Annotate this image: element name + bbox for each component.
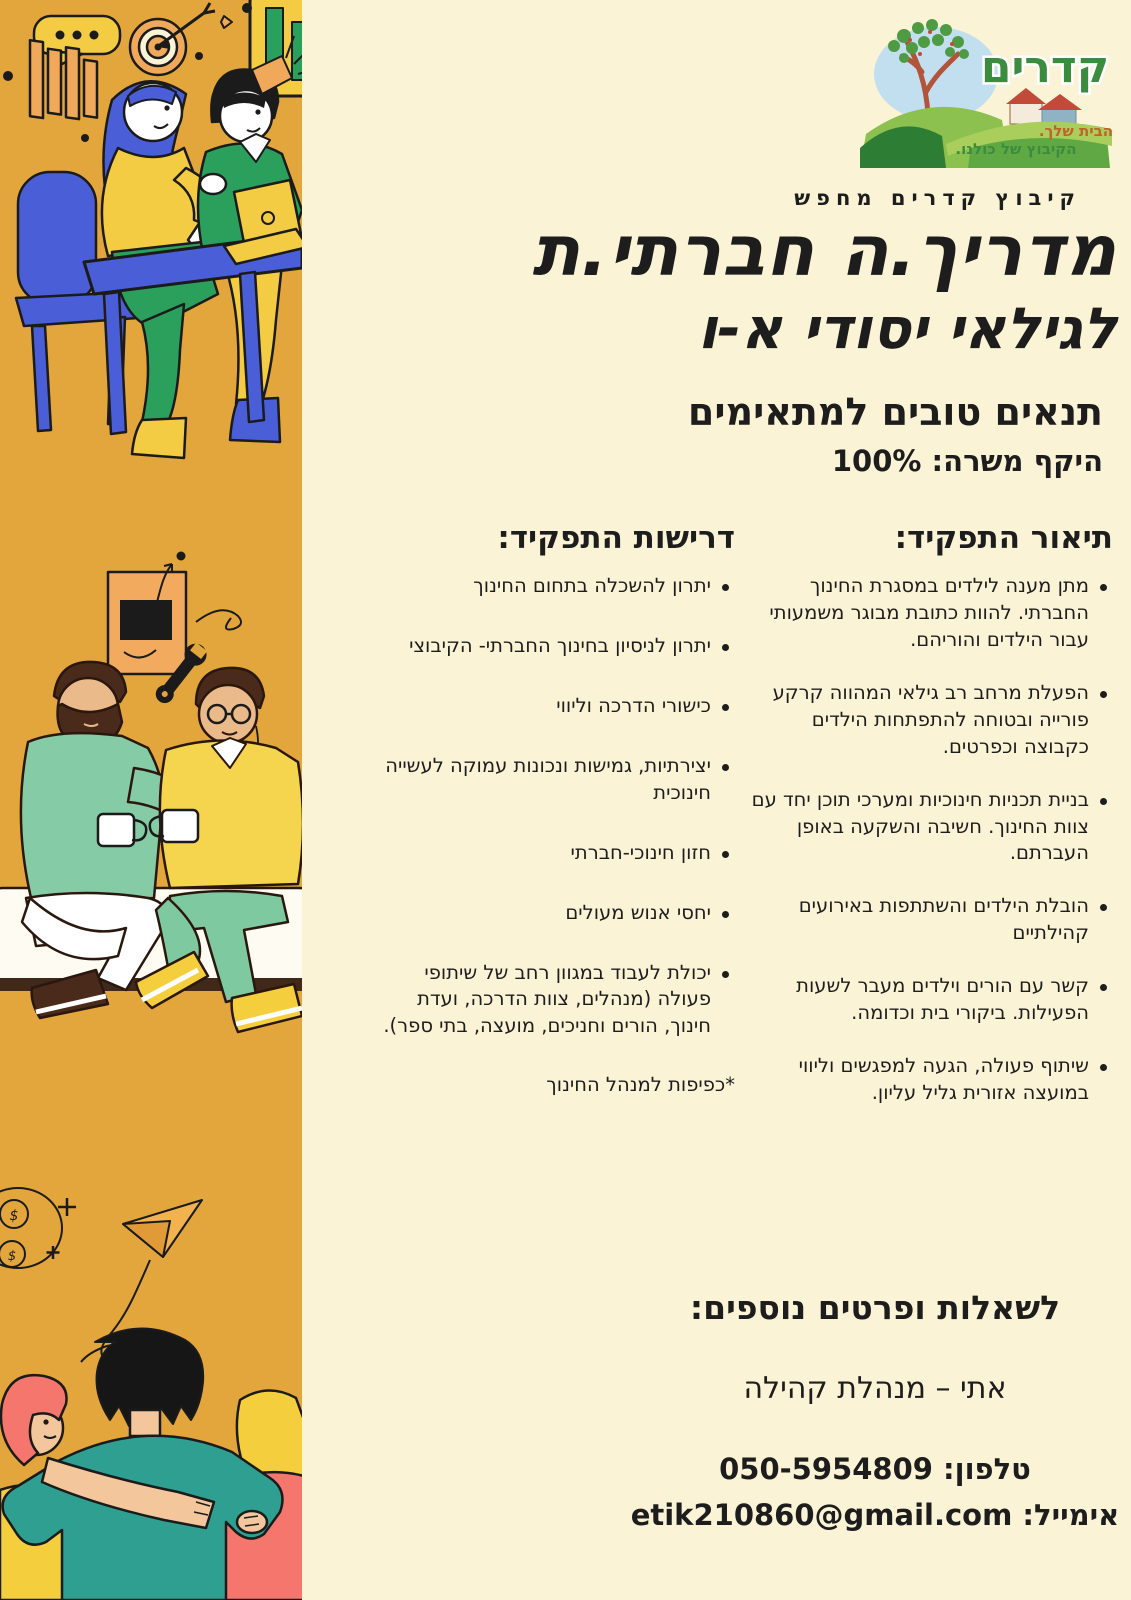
job-description-item: קשר עם הורים וילדים מעבר לשעות הפעילות. ביקורי בית וכדומה. [743, 973, 1113, 1027]
illustration-group-hug-scene [0, 1160, 302, 1600]
title-line-2: לגילאי יסודי א-ו [697, 296, 1117, 362]
job-description-title: תיאור התפקיד: [894, 520, 1113, 556]
reporting-footnote: *כפיפות למנהל החינוך [546, 1073, 735, 1097]
logo-tagline-2: הקיבוץ של כולנו. [955, 140, 1077, 158]
contact-email-line [619, 1498, 1131, 1532]
svg-text:$: $ [9, 1208, 19, 1224]
contact-person: אתי – מנהלת קהילה [743, 1371, 1007, 1406]
illustration-strip [0, 0, 302, 1600]
job-description-item: הובלת הילדים והשתתפות באירועים קהילתיים [743, 893, 1113, 947]
job-requirement-item: יכולת לעבוד במגוון רחב של שיתופי פעולה (מנהלים, צוות הדרכה, ועדת חינוך, הורים וחניכים, מועצה, בתי ספר). [365, 960, 735, 1041]
position-scope: היקף משרה: 100% [831, 444, 1103, 478]
job-requirements-title: דרישות התפקיד: [497, 520, 735, 556]
flyer-content [302, 0, 1131, 1600]
job-description-item: מתן מענה לילדים במסגרת החינוך החברתי. להוות כתובת מבוגר משמעותי עבור הילדים והוריהם. [743, 573, 1113, 654]
page-title [302, 206, 1117, 363]
phone-label: טלפון: [943, 1452, 1031, 1486]
job-requirement-item: יצירתיות, גמישות ונכונות עמוקה לעשייה חינוכית [365, 753, 735, 807]
email-address[interactable]: etik210860@gmail.com [630, 1498, 1013, 1532]
phone-number[interactable]: 050-5954809 [719, 1452, 933, 1486]
job-requirements-list [365, 573, 735, 1040]
kicker: קיבוץ קדרים מחפש [794, 186, 1081, 210]
title-line-1: מדריך.ה חברתי.ת [532, 210, 1117, 292]
job-description-column [743, 520, 1113, 1133]
job-description-list [743, 573, 1113, 1107]
job-requirements-column [365, 520, 735, 1133]
details-columns [365, 520, 1113, 1133]
contact-phone-line [619, 1452, 1131, 1486]
job-requirement-item: כישורי הדרכה וליווי [365, 693, 735, 720]
kedarim-logo-graphic [860, 12, 1115, 168]
picture-frame-icon [108, 572, 186, 674]
contact-section [619, 1288, 1131, 1544]
kedarim-logo [860, 12, 1115, 168]
job-description-item: הפעלת מרחב רב גילאי המהווה קרקע פורייה ובטוחה להתפתחות הילדים כקבוצה וכפרטים. [743, 680, 1113, 761]
job-requirement-item: חזון חינוכי-חברתי [365, 840, 735, 867]
logo-tagline-1: הבית שלך. [1038, 122, 1114, 140]
illustration-chat-scene [0, 500, 302, 1160]
contact-heading: לשאלות ופרטים נוספים: [689, 1288, 1061, 1327]
job-description-item: שיתוף פעולה, הגעה למפגשים וליווי במועצה אזורית גליל עליון. [743, 1053, 1113, 1107]
job-requirement-item: יחסי אנוש מעולים [365, 900, 735, 927]
job-requirement-item: יתרון לניסיון בחינוך החברתי- הקיבוצי [365, 633, 735, 660]
illustration-meeting-scene [0, 0, 302, 500]
subtitle: תנאים טובים למתאימים [687, 390, 1103, 434]
job-description-item: בניית תכניות חינוכיות ומערכי תוכן יחד עם צוות החינוך. חשיבה והשקעה באופן העברתם. [743, 787, 1113, 868]
email-label: אימייל: [1022, 1498, 1120, 1532]
logo-houses [1006, 88, 1082, 126]
logo-wordmark: קדרים [980, 42, 1110, 93]
svg-text:$: $ [7, 1249, 17, 1264]
job-requirement-item: יתרון להשכלה בתחום החינוך [365, 573, 735, 600]
